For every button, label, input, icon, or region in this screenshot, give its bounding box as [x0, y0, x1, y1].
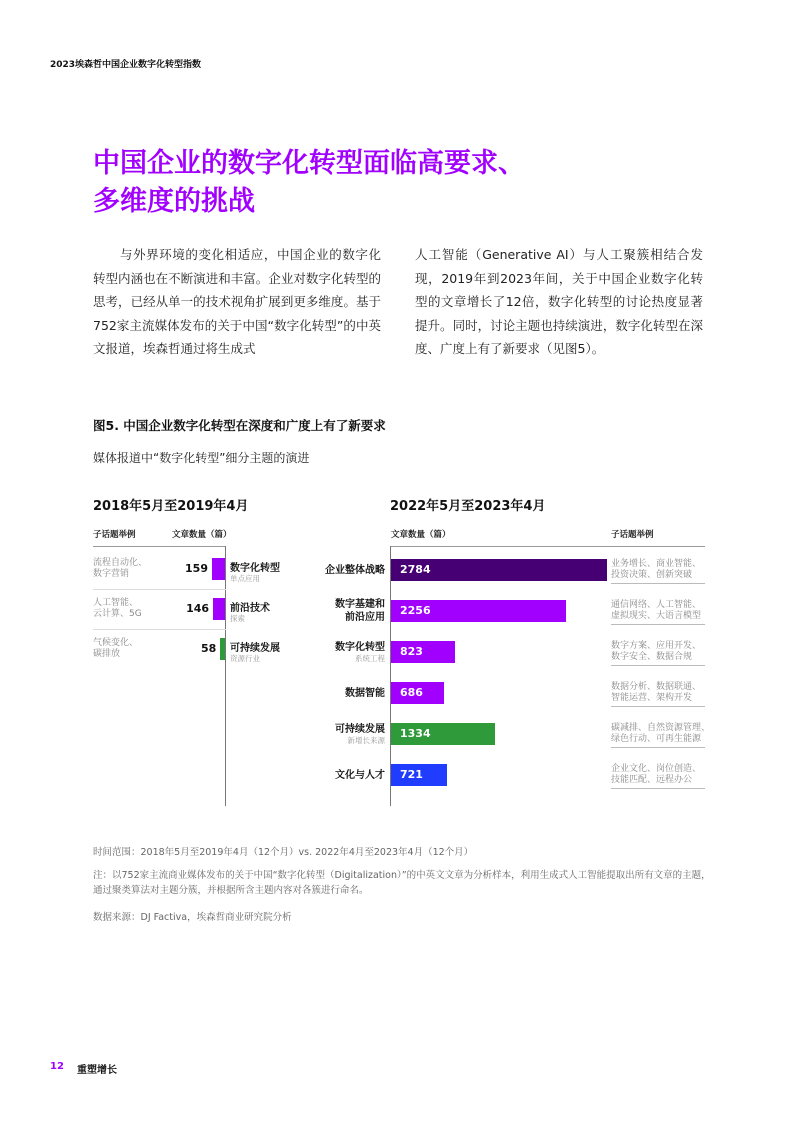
left-bar	[220, 638, 225, 660]
right-row-divider	[611, 788, 705, 789]
example-line: 数字安全、数据合规	[611, 652, 693, 662]
left-axis-line	[225, 546, 226, 806]
topic-sublabel: 单点应用	[230, 574, 260, 583]
right-row-divider	[611, 624, 705, 625]
right-row-divider	[611, 706, 705, 707]
topic-label: 数据智能	[345, 687, 385, 699]
example-line: 数据分析、数据联通、	[611, 682, 702, 692]
title-line-1: 中国企业的数字化转型面临高要求、	[93, 148, 525, 179]
left-bar-value: 58	[200, 642, 217, 655]
example-line: 技能匹配、远程办公	[611, 775, 693, 785]
topic-label: 数字化转型	[335, 642, 385, 653]
right-header-rule	[391, 546, 705, 547]
example-line: 人工智能、	[93, 598, 139, 608]
topic-label: 可持续发展	[335, 724, 385, 735]
figure-title: 图5. 中国企业数字化转型在深度和广度上有了新要求	[93, 418, 386, 433]
example-line: 碳排放	[93, 649, 121, 659]
right-bar-value: 2256	[400, 604, 431, 617]
left-header-rule	[93, 546, 226, 547]
right-row-topic	[345, 687, 385, 700]
left-row-topic	[230, 599, 270, 623]
topic-sublabel: 探索	[230, 614, 245, 623]
footnote-source: 数据来源：DJ Factiva，埃森哲商业研究院分析	[93, 912, 292, 923]
page-title	[93, 145, 593, 221]
right-row-topic	[335, 769, 385, 782]
example-line: 碳减排、自然资源管理、	[611, 723, 711, 733]
left-chart-title: 2018年5月至2019年4月	[93, 499, 249, 514]
left-bar	[213, 598, 225, 620]
left-row-examples	[93, 638, 138, 660]
left-col-count-header: 文章数量（篇）	[172, 530, 232, 540]
intro-paragraph-right: 人工智能（Generative AI）与人工聚簇相结合发现，2019年到2023年间，关于中国企业数字化转型的文章增长了12倍，数字化转型的讨论热度显著提升。同时，讨论主题也持续演进，数字化转型在深度、广度上有了新要求（见图5）。	[415, 247, 703, 357]
title-line-2: 多维度的挑战	[93, 186, 255, 217]
example-line: 数字营销	[93, 569, 130, 579]
footnote-range: 时间范围：2018年5月至2019年4月（12个月）vs. 2022年4月至2023年4月（12个月）	[93, 847, 474, 858]
right-row-examples	[611, 682, 701, 704]
topic-label: 可持续发展	[230, 643, 280, 654]
right-row-divider	[611, 665, 705, 666]
example-line: 业务增长、商业智能、	[611, 559, 702, 569]
topic-label: 数字化转型	[230, 563, 280, 574]
topic-label: 前沿技术	[230, 603, 270, 614]
right-bar-value: 686	[400, 686, 423, 699]
right-row-topic	[335, 641, 385, 663]
example-line: 绿色行动、可再生能源	[611, 734, 702, 744]
figure-subtitle: 媒体报道中“数字化转型”细分主题的演进	[93, 451, 310, 465]
example-line: 投资决策、创新突破	[611, 570, 693, 580]
right-row-topic	[335, 598, 385, 624]
right-bar-value: 721	[400, 768, 423, 781]
section-name: 重塑增长	[77, 1065, 117, 1076]
example-line: 通信网络、人工智能、	[611, 600, 702, 610]
example-line: 虚拟现实、大语言模型	[611, 611, 702, 621]
left-row-divider	[93, 629, 226, 630]
topic-sublabel: 系统工程	[355, 654, 385, 663]
right-row-divider	[611, 583, 705, 584]
intro-paragraph-left: 与外界环境的变化相适应，中国企业的数字化转型内涵也在不断演进和丰富。企业对数字化转型的思考，已经从单一的技术视角扩展到更多维度。基于752家主流媒体发布的关于中国“数字化转型”的中英文报道，埃森哲通过将生成式	[93, 247, 381, 357]
footnote-note: 注：以752家主流商业媒体发布的关于中国“数字化转型（Digitalization）”的中英文文章为分析样本，利用生成式人工智能提取出所有文章的主题，通过聚类算法对主题分簇，并根据所含主题内容对各簇进行命名。	[93, 870, 711, 896]
right-bar-value: 2784	[400, 563, 431, 576]
left-bar-value: 159	[185, 562, 208, 575]
topic-label: 数字基建和	[335, 599, 385, 610]
left-row-topic	[230, 639, 280, 663]
right-bar-value: 823	[400, 645, 423, 658]
left-col-examples-header: 子话题举例	[93, 530, 136, 540]
page-number: 12	[50, 1061, 64, 1072]
left-row-divider	[93, 589, 226, 590]
example-line: 企业文化、岗位创造、	[611, 764, 702, 774]
left-row-examples	[93, 598, 142, 620]
right-row-examples	[611, 723, 710, 745]
left-row-topic	[230, 559, 280, 583]
right-row-examples	[611, 641, 701, 663]
right-col-examples-header: 子话题举例	[611, 530, 654, 540]
document-header: 2023埃森哲中国企业数字化转型指数	[50, 60, 202, 70]
left-bar	[212, 558, 225, 580]
right-row-topic	[335, 723, 385, 745]
left-bar-value: 146	[186, 602, 210, 615]
example-line: 气候变化、	[93, 638, 139, 648]
topic-sublabel: 新增长来源	[347, 736, 385, 745]
left-row-examples	[93, 558, 147, 580]
example-line: 流程自动化、	[93, 558, 148, 568]
topic-label: 前沿应用	[345, 612, 385, 623]
example-line: 数字方案、应用开发、	[611, 641, 702, 651]
right-row-examples	[611, 559, 701, 581]
right-row-topic	[325, 564, 385, 577]
topic-sublabel: 资源行业	[230, 654, 260, 663]
right-chart-title: 2022年5月至2023年4月	[390, 499, 546, 514]
example-line: 云计算、5G	[93, 609, 142, 619]
right-col-count-header: 文章数量（篇）	[391, 530, 451, 540]
right-row-examples	[611, 600, 701, 622]
example-line: 智能运营、架构开发	[611, 693, 693, 703]
right-row-divider	[611, 747, 705, 748]
topic-label: 企业整体战略	[325, 564, 385, 576]
right-bar-value: 1334	[400, 727, 431, 740]
right-row-examples	[611, 764, 701, 786]
topic-label: 文化与人才	[335, 769, 385, 781]
